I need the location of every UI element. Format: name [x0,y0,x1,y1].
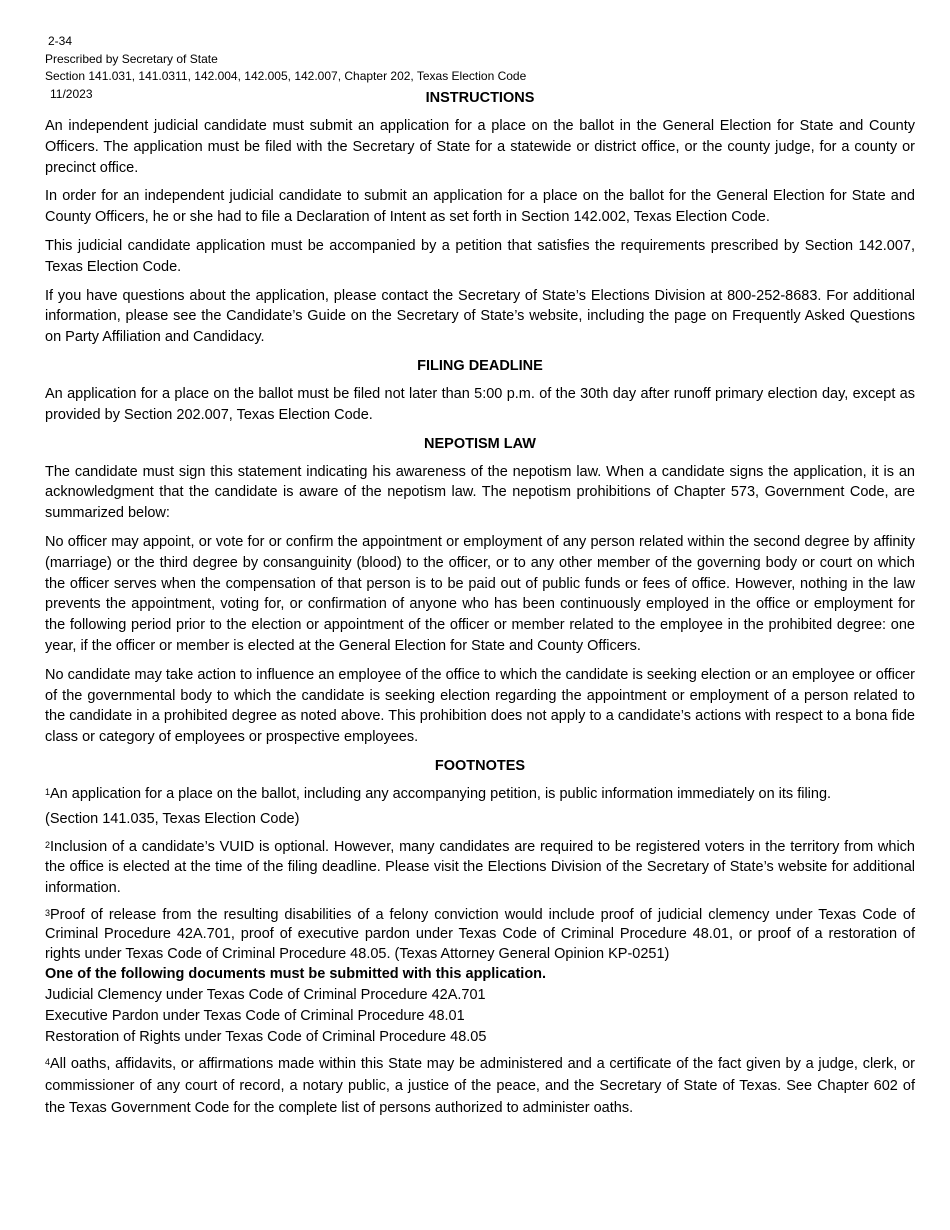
form-number: 2-34 [48,34,73,48]
instructions-paragraph: An independent judicial candidate must submit an application for a place on the ballot in the General Election for State and County Officers. The application must be filed with the Secretary of State for a statewide or district office, or the county judge, for a county or precinct office. [45,118,915,176]
footnote-3 [45,906,915,965]
instructions-paragraph: In order for an independent judicial candidate to submit an application for a place on the ballot for the General Election for State and County Officers, he or she had to file a Declaration of Intent as set forth in Section 142.002, Texas Election Code. [45,188,915,226]
footnote-1 [45,784,915,805]
code-sections: Section 141.031, 141.0311, 142.004, 142.005, 142.007, Chapter 202, Texas Election Code [45,69,527,83]
footnote-text: All oaths, affidavits, or affirmations made within this State may be administered and a certificate of the fact given by a judge, clerk, or commissioner of any court of record, a notary public, a justice of the peace, and the Secretary of State of Texas. See Chapter 602 of the Texas Government Code for the complete list of persons authorized to administer oaths. [45,1056,915,1117]
nepotism-paragraph: The candidate must sign this statement indicating his awareness of the nepotism law. When a candidate signs the application, it is an acknowledgment that the candidate is aware of the nepotism law. The nepotism prohibitions of Chapter 573, Government Code, are summarized below: [45,463,915,522]
document-item: Judicial Clemency under Texas Code of Criminal Procedure 42A.701 [45,987,486,1004]
footnote-4 [45,1053,915,1119]
footnote-text: Proof of release from the resulting disabilities of a felony conviction would include proof of judicial clemency under Texas Code of Criminal Procedure 42A.701, proof of executive pardon under Texas Code of Criminal Procedure 48.01, or proof of a restoration of rights under Texas Code of Criminal Procedure 48.05. (Texas Attorney General Opinion KP-0251) [45,906,915,962]
footnote-marker: 4 [45,1057,51,1068]
footnote-text: An application for a place on the ballot, including any accompanying petition, is public information immediately on its filing. [50,785,832,802]
instructions-paragraph: If you have questions about the application, please contact the Secretary of State’s Elections Division at 800-252-8683. For additional information, please see the Candidate’s Guide on the Secretary of State’s website, including the page on Frequently Asked Questions on Party Affiliation and Candidacy. [45,287,915,346]
footnote-1-citation: (Section 141.035, Texas Election Code) [45,810,300,827]
prescribed-by: Prescribed by Secretary of State [45,51,218,66]
document-item: Restoration of Rights under Texas Code of Criminal Procedure 48.05 [45,1029,487,1046]
form-date: 11/2023 [50,86,93,101]
nepotism-heading: NEPOTISM LAW [424,435,536,452]
instructions-heading: INSTRUCTIONS [425,90,535,106]
nepotism-paragraph: No candidate may take action to influence an employee of the office to which the candidate is seeking election or an employee or officer of the governmental body to which the candidate is seeking election regarding the appointment or employment of a person related to the candidate in a prohibited degree as noted above. This prohibition does not apply to a candidate’s actions with respect to a bona fide class or category of employees or prospective employees. [45,666,915,746]
document-item: Executive Pardon under Texas Code of Criminal Procedure 48.01 [45,1008,465,1025]
nepotism-paragraph: No officer may appoint, or vote for or confirm the appointment or employment of any person related within the second degree by affinity (marriage) or the third degree by consanguinity (blood) to the officer, or to any other member of the governing body or court on which the officer serves when the compensation of that person is to be paid out of public funds or fees of office. However, nothing in the law prevents the appointment, voting for, or confirmation of anyone who has been continuously employed in the office or employment for the following period prior to the election or appointment of the officer or member related to the employee in the prohibited degree: one year, if the officer or member is elected at the General Election for State and County Officers. [45,533,915,654]
footnote-text: Inclusion of a candidate’s VUID is optional. However, many candidates are required to be registered voters in the territory from which the office is elected at the time of the filing deadline. Please visit the Elections Division of the Secretary of State’s website for additional information. [45,838,915,897]
footnote-marker: 1 [45,786,51,797]
footnote-marker: 2 [45,839,51,850]
documents-heading: One of the following documents must be submitted with this application. [45,966,547,983]
instructions-paragraph: This judicial candidate application must be accompanied by a petition that satisfies the requirements prescribed by Section 142.007, Texas Election Code. [45,237,915,275]
footnotes-heading: FOOTNOTES [434,757,526,774]
footnote-marker: 3 [45,907,51,918]
filing-deadline-heading: FILING DEADLINE [417,357,543,374]
footnote-2 [45,837,915,899]
document-page [45,33,915,1126]
filing-deadline-paragraph: An application for a place on the ballot must be filed not later than 5:00 p.m. of the 30th day after runoff primary election day, except as provided by Section 202.007, Texas Election Code. [45,385,915,423]
